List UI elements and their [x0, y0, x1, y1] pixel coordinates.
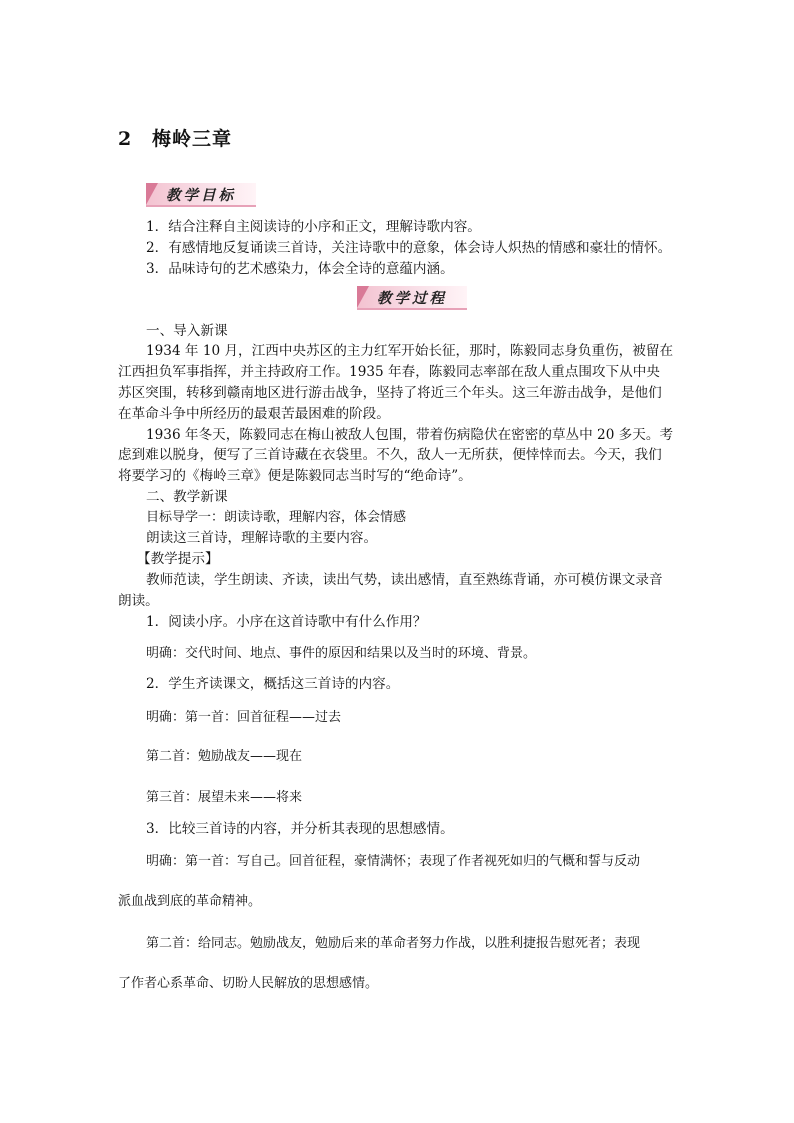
section-heading-intro: 一、导入新课 [146, 323, 228, 339]
teaching-tip-label: 【教学提示】 [137, 551, 219, 567]
question-2: 2．学生齐读课文，概括这三首诗的内容。 [146, 676, 400, 692]
question-1: 1．阅读小序。小序在这首诗歌中有什么作用？ [146, 614, 427, 630]
paragraph-line: 朗读。 [118, 593, 159, 609]
paragraph-line: 1936 年冬天，陈毅同志在梅山被敌人包围，带着伤病隐伏在密密的草丛中 20 多天。考 [146, 427, 674, 443]
paragraph-line: 苏区突围，转移到赣南地区进行游击战争，坚持了将近三个年头。这三年游击战争，是他们 [118, 385, 662, 401]
paragraph-line: 江西担负军事指挥，并主持政府工作。1935 年春，陈毅同志率部在敌人重点围攻下从中央 [118, 364, 660, 380]
banner-label: 教学过程 [377, 290, 447, 307]
answer-2-line-1: 明确：第一首：回首征程——过去 [146, 710, 342, 725]
answer-2-line-2: 第二首：勉励战友——现在 [146, 749, 303, 764]
goal-item-1: 1．结合注释自主阅读诗的小序和正文，理解诗歌内容。 [146, 219, 481, 235]
answer-2-line-3: 第三首：展望未来——将来 [146, 790, 303, 805]
lesson-title [118, 124, 232, 151]
banner-corner-icon [357, 286, 369, 308]
banner-corner-icon [146, 183, 158, 205]
lesson-title-text: 梅岭三章 [152, 128, 233, 150]
question-3: 3．比较三首诗的内容，并分析其表现的思想感情。 [146, 821, 454, 837]
answer-3-line-4: 了作者心系革命、切盼人民解放的思想感情。 [118, 976, 379, 991]
lesson-number: 2 [118, 128, 133, 150]
paragraph-line: 将要学习的《梅岭三章》便是陈毅同志当时写的“绝命诗”。 [118, 468, 472, 484]
answer-1: 明确：交代时间、地点、事件的原因和结果以及当时的环境、背景。 [146, 646, 537, 661]
paragraph-line: 虑到难以脱身，便写了三首诗藏在衣袋里。不久，敌人一无所获，便悻悻而去。今天，我们 [118, 447, 662, 463]
paragraph-line: 1934 年 10 月，江西中央苏区的主力红军开始长征，那时，陈毅同志身负重伤，被留在 [146, 343, 674, 359]
section-heading-new-lesson: 二、教学新课 [146, 489, 228, 505]
goal-guide-heading: 目标导学一：朗读诗歌，理解内容，体会情感 [146, 510, 407, 525]
goal-item-3: 3．品味诗句的艺术感染力，体会全诗的意蕴内涵。 [146, 261, 454, 277]
banner-label: 教学目标 [166, 187, 236, 204]
paragraph-line: 在革命斗争中所经历的最艰苦最困难的阶段。 [118, 406, 390, 422]
answer-3-line-1: 明确：第一首：写自己。回首征程，豪情满怀；表现了作者视死如归的气概和誓与反动 [146, 854, 641, 869]
banner-teaching-goals [146, 183, 256, 207]
banner-teaching-process [357, 286, 467, 310]
goal-item-2: 2．有感情地反复诵读三首诗，关注诗歌中的意象，体会诗人炽热的情感和豪壮的情怀。 [146, 240, 672, 256]
paragraph-line: 教师范读，学生朗读、齐读，读出气势，读出感情，直至熟练背诵，亦可模仿课文录音 [146, 572, 663, 588]
answer-3-line-2: 派血战到底的革命精神。 [118, 894, 262, 909]
goal-guide-description: 朗读这三首诗，理解诗歌的主要内容。 [146, 530, 378, 546]
answer-3-line-3: 第二首：给同志。勉励战友，勉励后来的革命者努力作战，以胜利捷报告慰死者；表现 [146, 936, 641, 951]
